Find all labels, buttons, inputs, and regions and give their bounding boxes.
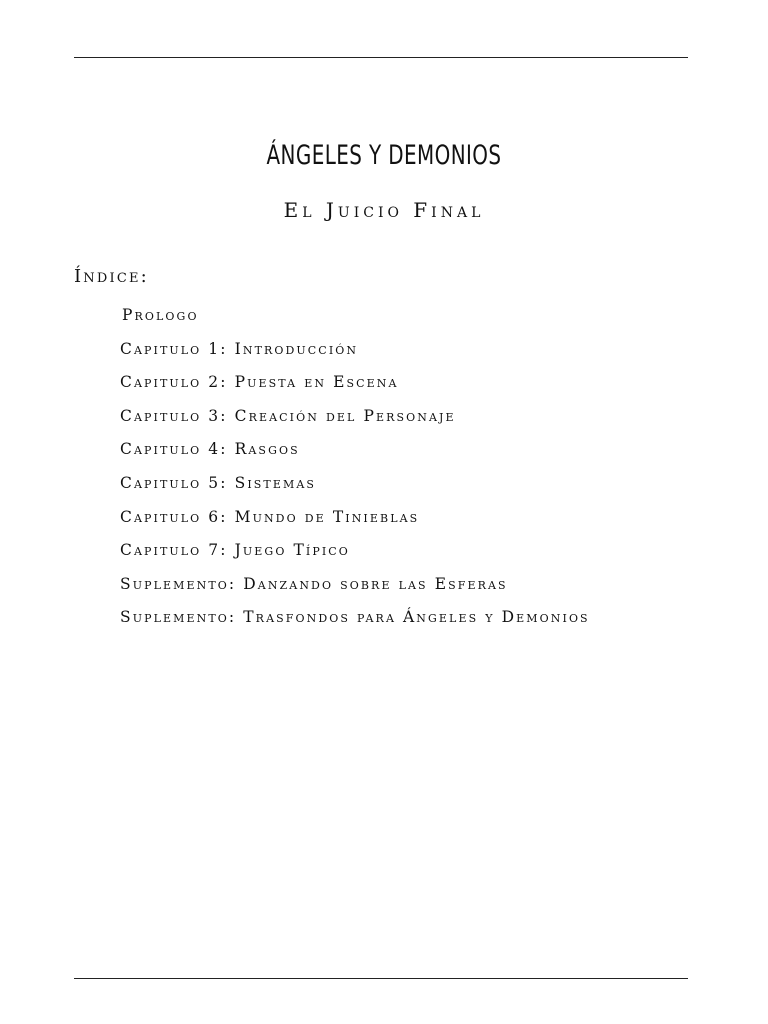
toc-item-capitulo-4: Capitulo 4: Rasgos	[120, 440, 300, 459]
toc-item-prologo: Prologo	[122, 306, 199, 324]
toc-item-capitulo-7: Capitulo 7: Juego Típico	[120, 541, 350, 560]
toc-item-capitulo-3: Capitulo 3: Creación del Personaje	[120, 406, 456, 425]
document-title: ÁNGELES Y DEMONIOS	[266, 140, 502, 171]
document-subtitle: El Juicio Final	[283, 198, 485, 222]
index-heading: Índice:	[74, 266, 149, 287]
toc-item-capitulo-1: Capitulo 1: Introducción	[120, 339, 359, 358]
toc-item-capitulo-6: Capitulo 6: Mundo de Tinieblas	[120, 507, 420, 526]
toc-item-capitulo-5: Capitulo 5: Sistemas	[120, 473, 317, 492]
toc-item-suplemento-trasfondos: Suplemento: Trasfondos para Ángeles y Demonios	[120, 608, 590, 627]
table-of-contents	[120, 304, 680, 640]
bottom-divider	[74, 978, 688, 979]
toc-item-suplemento-esferas: Suplemento: Danzando sobre las Esferas	[120, 574, 508, 593]
toc-item-capitulo-2: Capitulo 2: Puesta en Escena	[120, 373, 399, 392]
top-divider	[74, 57, 688, 58]
